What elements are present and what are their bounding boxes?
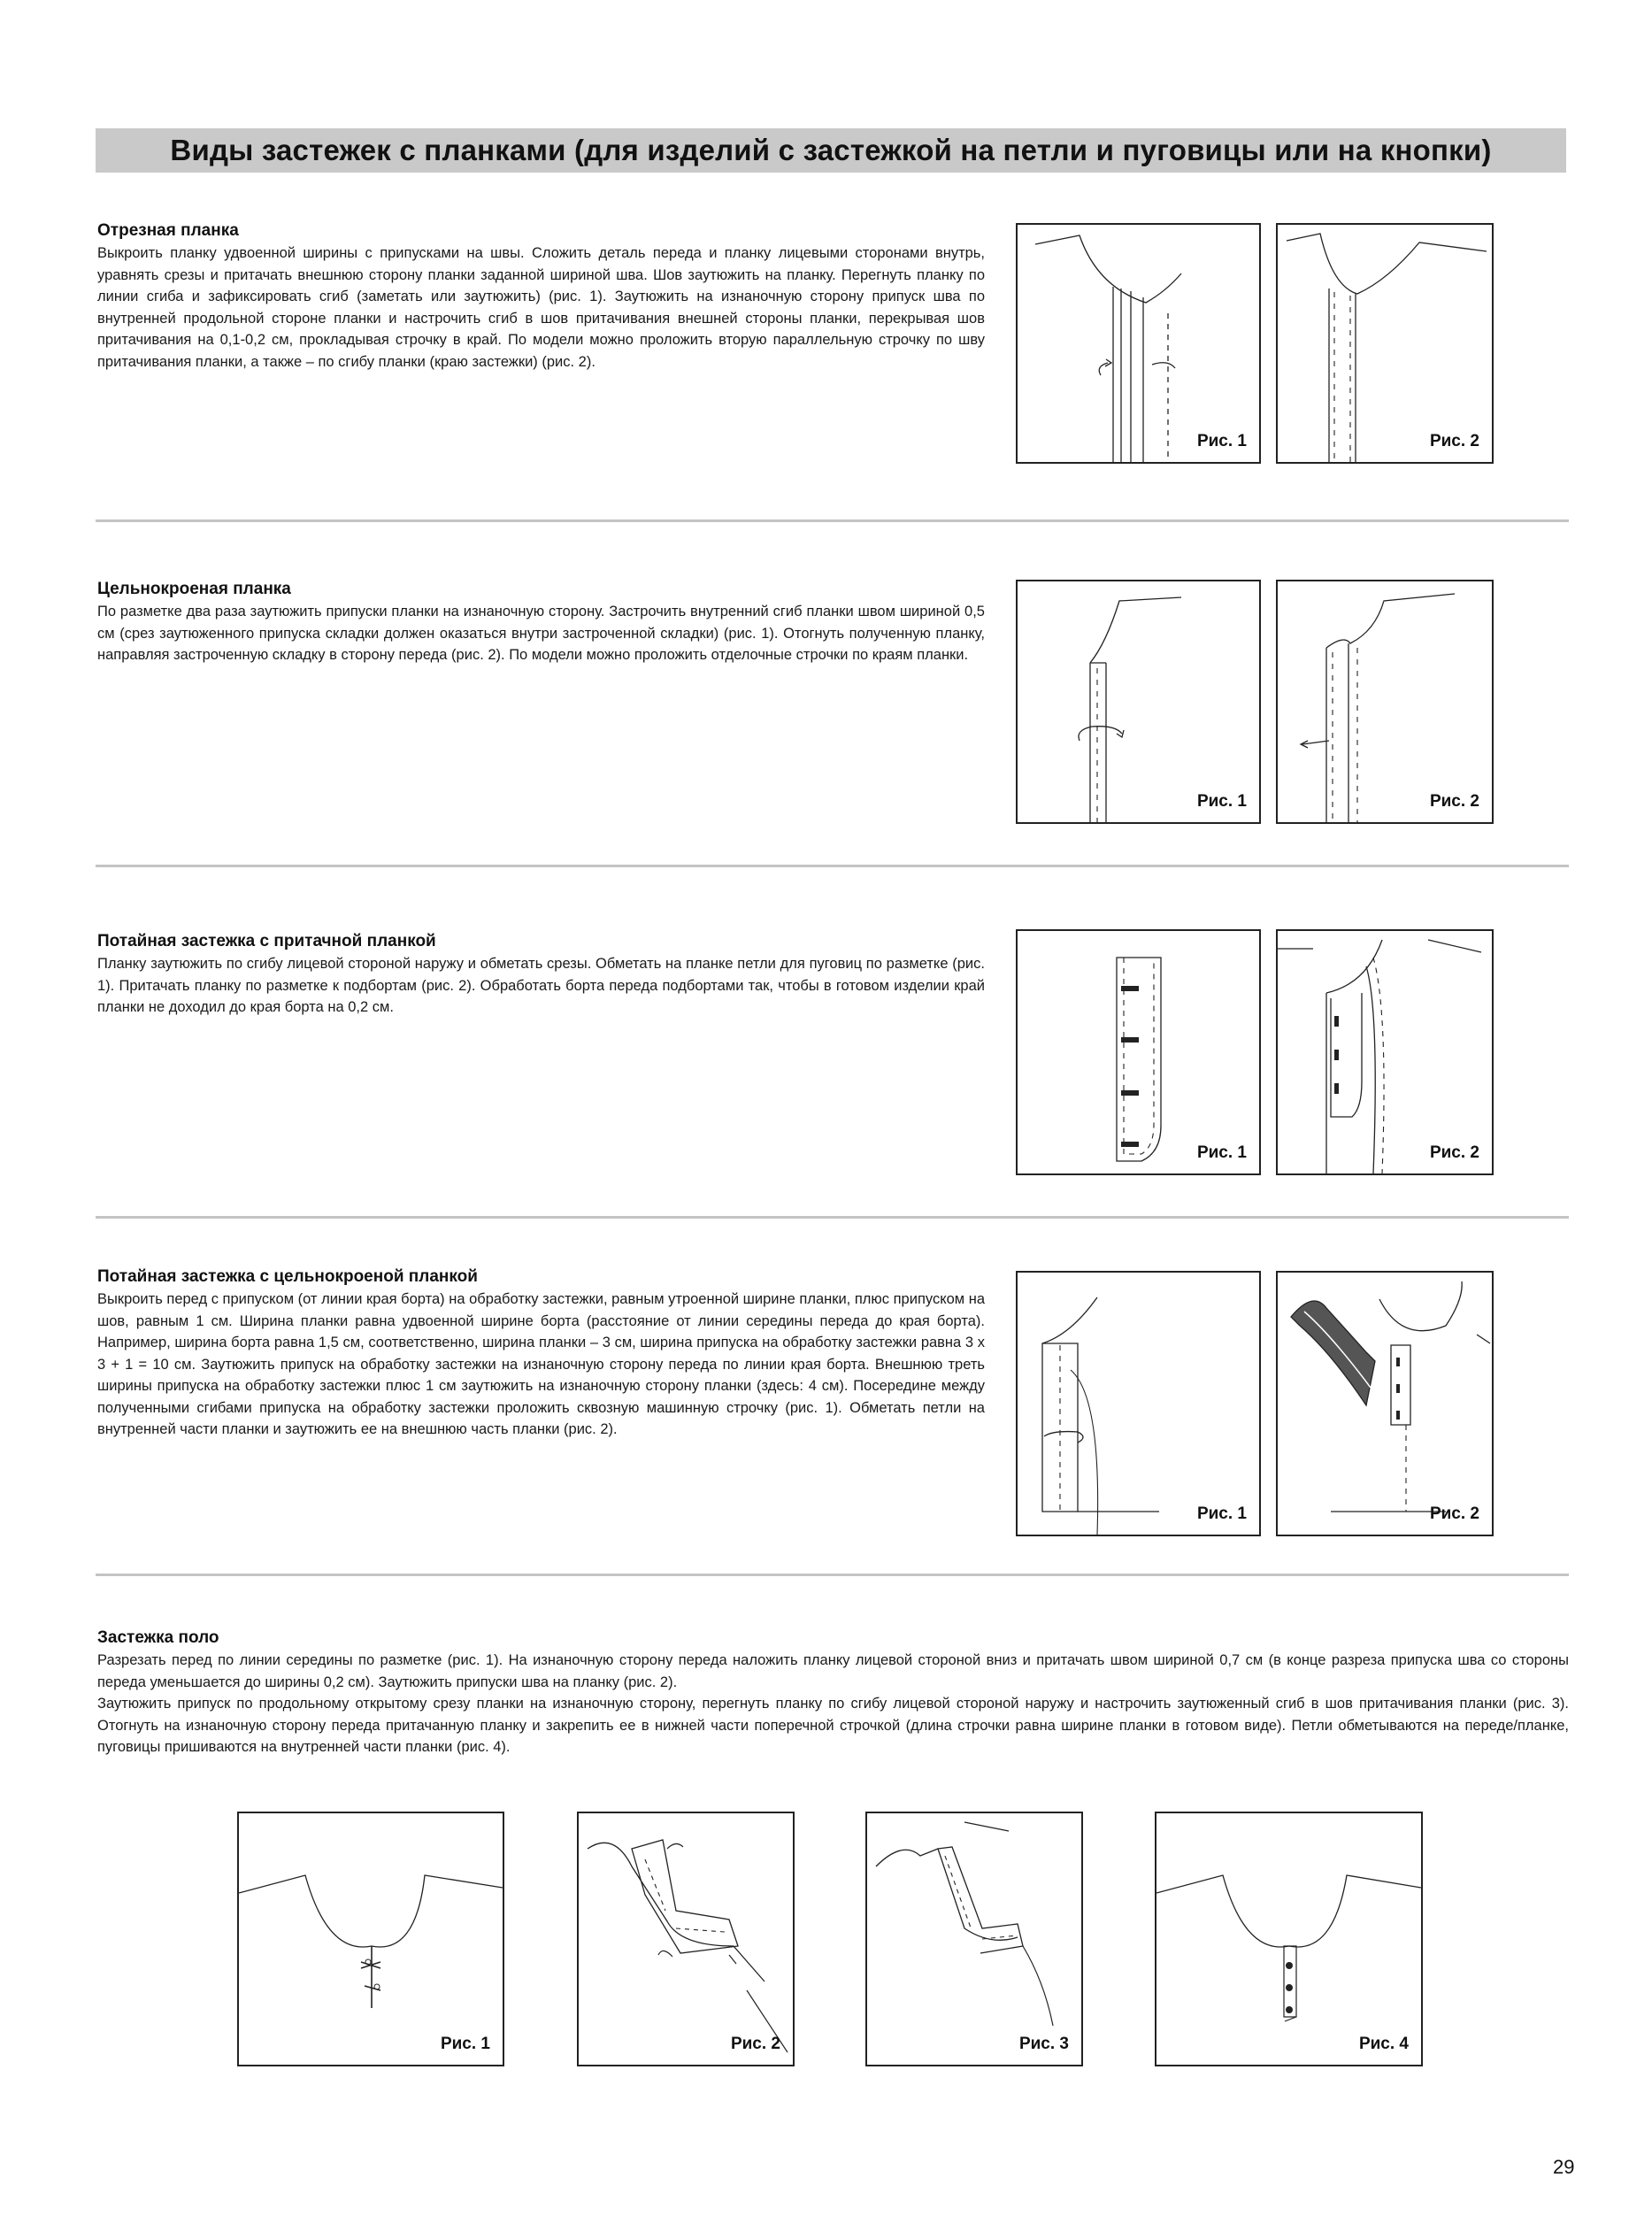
page-number: 29 (1553, 2156, 1575, 2178)
figure-polo-placket-1 (237, 1812, 504, 2066)
figure-polo-placket-4 (1155, 1812, 1423, 2066)
figure-label: Рис. 2 (1429, 1504, 1479, 1523)
section-divider (96, 519, 1569, 522)
figure-drawing (1018, 931, 1259, 1173)
section-divider (96, 865, 1569, 867)
figure-label: Рис. 1 (440, 2035, 490, 2053)
section-text-polo-placket-2: Заутюжить припуск по продольному открытому срезу планки на изнаночную сторону, перегнуть планку по сгибу лицевой стороной наружу и настрочить заутюженный сгиб в шов притачивания планки (рис. 3). Отогнуть на изнаночную сторону переда притачанную планку и закрепить ее в нижней части поперечной строчкой (длина строчки равна ширине планки в готовом виде). Петли обметываются на переде/планке, пуговицы пришиваются на внутренней части планки (рис. 4). (97, 1696, 1569, 1755)
section-text-hidden-one-piece-placket: Выкроить перед с припуском (от линии края борта) на обработку застежки, равным утроенной ширине планки, плюс припуском на шов, равным 1 см. Ширина планки равна удвоенной ширине борта (расстояние от линии середины переда до края борта). Например, ширина борта равна 1,5 см, соответственно, ширина планки – 3 см, ширина припуска на обработку застежки равна 3 х 3 + 1 = 10 см. Заутюжить припуск на обработку застежки на изнаночную сторону переда по линии края борта. Внешнюю треть ширины припуска на обработку застежки плюс 1 см заутюжить на изнаночную сторону планки (здесь: 4 см). Посередине между полученными сгибами припуска на обработку застежки проложить сквозную машинную строчку (рис. 1). Обметать петли на внутренней части планки и заутюжить ее на внешнюю часть планки (рис. 2). (97, 1291, 985, 1437)
figure-polo-placket-2 (577, 1812, 795, 2066)
section-title-one-piece-placket: Цельнокроеная планка (97, 580, 291, 598)
figure-label: Рис. 1 (1196, 432, 1247, 450)
figure-drawing (1278, 581, 1492, 822)
figure-drawing (1018, 1273, 1259, 1535)
page-title-bar (96, 128, 1566, 173)
figure-label: Рис. 4 (1358, 2035, 1409, 2053)
figure-label: Рис. 2 (1429, 792, 1479, 811)
figure-label: Рис. 1 (1196, 1504, 1247, 1523)
figure-polo-placket-3 (865, 1812, 1083, 2066)
figure-label: Рис. 1 (1196, 792, 1247, 811)
figure-drawing (1278, 1273, 1492, 1535)
section-title-polo-placket: Застежка поло (97, 1628, 219, 1647)
figure-drawing (579, 1813, 793, 2065)
figure-drawing (1156, 1813, 1421, 2065)
figure-cut-placket-1 (1016, 223, 1261, 464)
figure-drawing (1018, 225, 1259, 462)
section-title-cut-placket: Отрезная планка (97, 221, 239, 240)
figure-cut-placket-2 (1276, 223, 1494, 464)
figure-one-piece-placket-2 (1276, 580, 1494, 824)
figure-label: Рис. 3 (1018, 2035, 1069, 2053)
section-title-hidden-sewn-placket: Потайная застежка с притачной планкой (97, 932, 436, 950)
section-text-cut-placket: Выкроить планку удвоенной ширины с припусками на швы. Сложить деталь переда и планку лицевыми сторонами внутрь, уравнять срезы и притачать внешнюю сторону планки заданной шириной шва. Шов заутюжить на планку. Перегнуть планку по линии сгиба и зафиксировать сгиб (заметать или заутюжить) (рис. 1). Заутюжить на изнаночную сторону припуск шва по внутренней продольной стороне планки и настрочить сгиб в шов притачивания внешней стороны планки, перекрывая шов притачивания на 0,1-0,2 см, прокладывая строчку в край. По модели можно проложить вторую параллельную строчку по шву притачивания планки, а также – по сгибу планки (краю застежки) (рис. 2). (97, 245, 985, 370)
figure-hidden-one-piece-placket-1 (1016, 1271, 1261, 1536)
section-divider (96, 1574, 1569, 1576)
figure-drawing (1278, 225, 1492, 462)
figure-label: Рис. 1 (1196, 1143, 1247, 1162)
figure-one-piece-placket-1 (1016, 580, 1261, 824)
section-text-polo-placket-1: Разрезать перед по линии середины по разметке (рис. 1). На изнаночную сторону переда наложить планку лицевой стороной вниз и притачать швом шириной 0,7 см (в конце разреза припуска шва со стороны переда уменьшается до ширины 0,2 см). Заутюжить припуски шва на планку (рис. 2). (97, 1652, 1569, 1690)
figure-drawing (1018, 581, 1259, 822)
figure-hidden-sewn-placket-1 (1016, 929, 1261, 1175)
figure-label: Рис. 2 (730, 2035, 780, 2053)
figure-drawing (1278, 931, 1492, 1173)
section-title-hidden-one-piece-placket: Потайная застежка с цельнокроеной планкой (97, 1267, 478, 1286)
section-text-one-piece-placket: По разметке два раза заутюжить припуски планки на изнаночную сторону. Застрочить внутренний сгиб планки швом шириной 0,5 см (срез заутюженного припуска складки должен оказаться внутри застроченной складки) (рис. 1). Отогнуть полученную планку, направляя застроченную складку в сторону переда (рис. 2). По модели можно проложить отделочные строчки по краям планки. (97, 604, 985, 663)
section-text-hidden-sewn-placket: Планку заутюжить по сгибу лицевой стороной наружу и обметать срезы. Обметать на планке петли для пуговиц по разметке (рис. 1). Притачать планку по разметке к подбортам (рис. 2). Обработать борта переда подбортами так, чтобы в готовом изделии край планки не доходил до края борта на 0,2 см. (97, 956, 985, 1015)
page-title: Виды застежек с планками (для изделий с застежкой на петли и пуговицы или на кнопки) (170, 134, 1492, 166)
figure-hidden-sewn-placket-2 (1276, 929, 1494, 1175)
figure-label: Рис. 2 (1429, 432, 1479, 450)
figure-hidden-one-piece-placket-2 (1276, 1271, 1494, 1536)
figure-drawing (867, 1813, 1081, 2065)
section-divider (96, 1216, 1569, 1219)
figure-drawing (239, 1813, 503, 2065)
figure-label: Рис. 2 (1429, 1143, 1479, 1162)
